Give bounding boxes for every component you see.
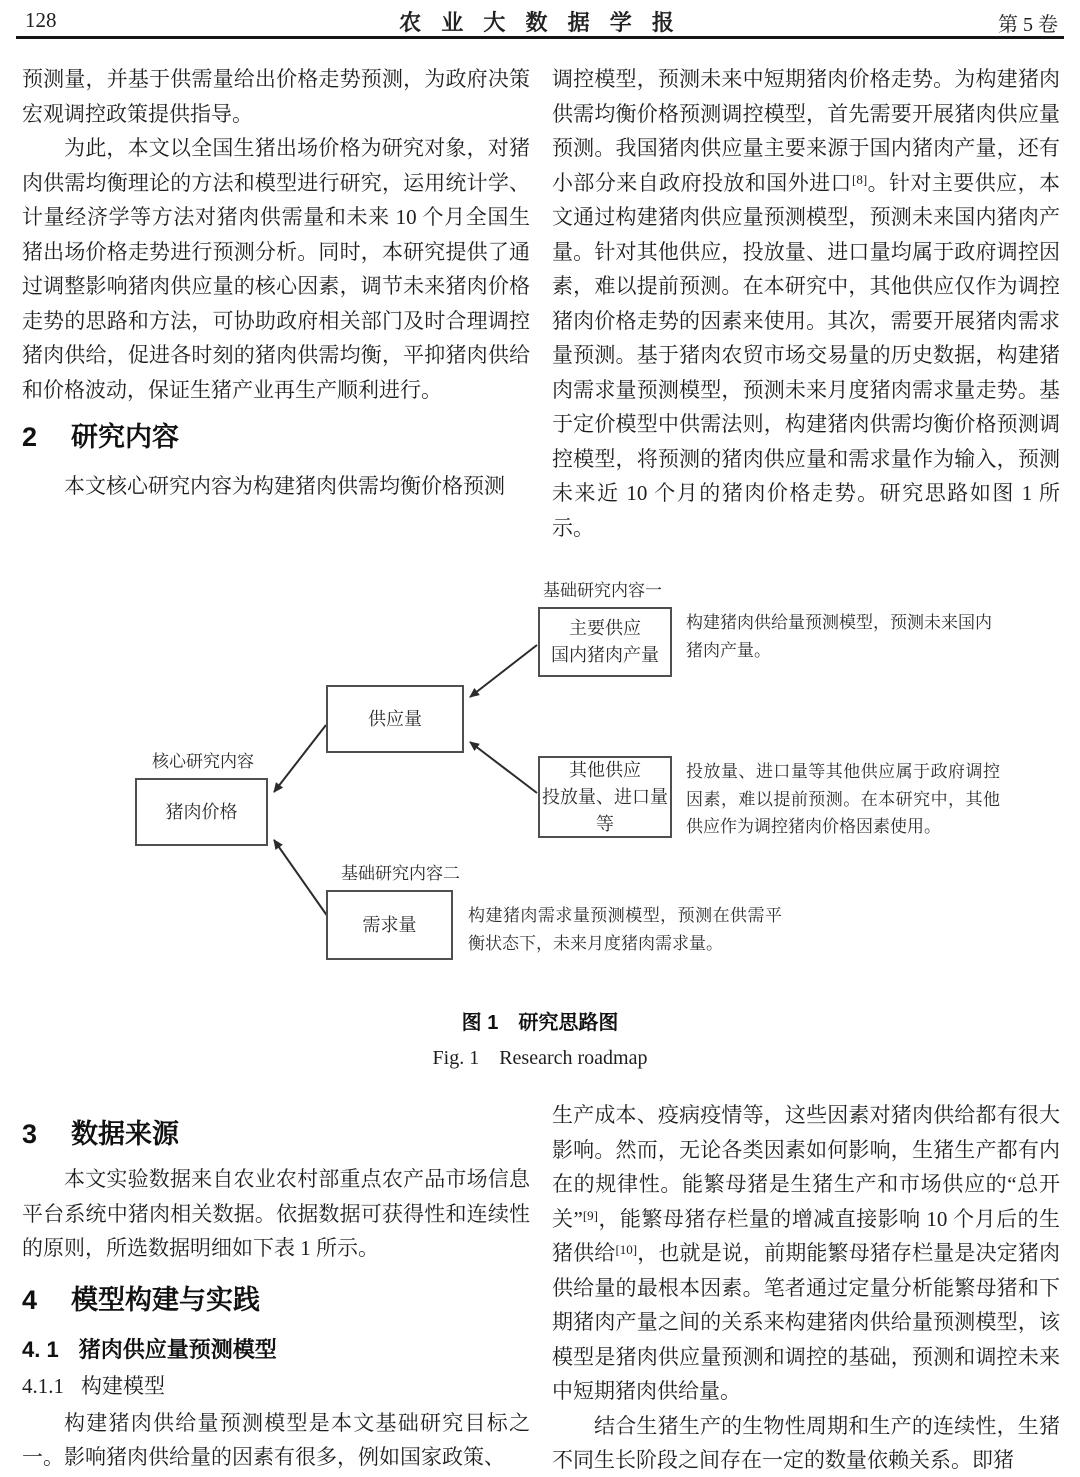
figure-node-other-supply (538, 756, 672, 838)
figure-node-label: 投放量、进口量等 (542, 786, 668, 834)
subsection-heading-4-1 (22, 1336, 530, 1364)
paragraph-group (22, 62, 530, 407)
figure-caption-zh: 图 1 研究思路图 (461, 1012, 619, 1034)
heading-title: 猪肉供应量预测模型 (78, 1336, 277, 1362)
heading-number: 4. 1 (22, 1336, 59, 1362)
left-column-top (22, 62, 530, 504)
figure-annotation-main-supply: 构建猪肉供给量预测模型，预测未来国内猪肉产量。 (686, 613, 992, 660)
paragraph-group (552, 1098, 1060, 1477)
figure-node-label: 供应量 (368, 708, 422, 729)
body-paragraph: 本文实验数据来自农业农村部重点农产品市场信息平台系统中猪肉相关数据。依据数据可获得性和连续性的原则，所选数据明细如下表 1 所示。 (22, 1167, 530, 1260)
paragraph-group (552, 62, 1060, 545)
figure-node-label: 其他供应 (569, 759, 641, 780)
heading-number: 2 (22, 422, 38, 452)
figure-node-pork-price (135, 778, 268, 846)
body-paragraph: 生产成本、疫病疫情等，这些因素对猪肉供给都有很大影响。然而，无论各类因素如何影响，生猪生产都有内在的规律性。能繁母猪是生猪生产和市场供应的“总开关”[9]，能繁母猪存栏量的增减直接影响 10 个月后的生猪供给[10]，也就是说，前期能繁母猪存栏量是决定猪肉供给量的最根本因素。笔者通过定量分析能繁母猪和下期猪肉产量之间的关系来构建猪肉供给量预测模型，该模型是猪肉供应量预测和调控的基础，预测和调控未来中短期猪肉供给量。 (552, 1103, 1061, 1403)
left-column-bottom (22, 1098, 530, 1475)
heading-number: 3 (22, 1119, 38, 1149)
figure-node-supply (326, 685, 464, 753)
paragraph-group (22, 1162, 530, 1266)
page-header (0, 6, 1080, 36)
figure-label-core-research: 核心研究内容 (152, 752, 254, 771)
journal-title: 农 业 大 数 据 学 报 (399, 10, 681, 35)
page-number: 128 (25, 8, 57, 32)
section-heading-3 (22, 1116, 530, 1152)
figure-node-label: 需求量 (362, 914, 417, 935)
header-rule (16, 36, 1064, 39)
body-paragraph: 结合生猪生产的生物性周期和生产的连续性，生猪不同生长阶段之间存在一定的数量依赖关系。即猪 (552, 1413, 1060, 1472)
heading-number: 4.1.1 (22, 1373, 64, 1398)
heading-title: 模型构建与实践 (71, 1284, 261, 1315)
figure-node-label: 猪肉价格 (165, 801, 238, 822)
figure-annotation-demand: 构建猪肉需求量预测模型，预测在供需平衡状态下，未来月度猪肉需求量。 (468, 906, 782, 953)
body-paragraph: 调控模型，预测未来中短期猪肉价格走势。为构建猪肉供需均衡价格预测调控模型，首先需要开展猪肉供应量预测。我国猪肉供应量主要来源于国内猪肉产量，还有小部分来自政府投放和国外进口[8]。针对主要供应，本文通过构建猪肉供应量预测模型，预测未来国内猪肉产量。针对其他供应，投放量、进口量均属于政府调控因素，难以提前预测。在本研究中，其他供应仅作为调控猪肉价格走势的因素来使用。其次，需要开展猪肉需求量预测。基于猪肉农贸市场交易量的历史数据，构建猪肉需求量预测模型，预测未来月度猪肉需求量走势。基于定价模型中供需法则，构建猪肉供需均衡价格预测调控模型，将预测的猪肉供应量和需求量作为输入，预测未来近 10 个月的猪肉价格走势。研究思路如图 1 所示。 (552, 67, 1061, 540)
volume-label: 第 5 卷 (998, 14, 1058, 36)
figure-label-basic-research-2: 基础研究内容二 (341, 864, 460, 883)
figure-caption-en: Fig. 1 Research roadmap (432, 1047, 648, 1069)
paragraph-group (22, 469, 530, 504)
figure-annotation-other-supply: 投放量、进口量等其他供应属于政府调控因素，难以提前预测。在本研究中，其他供应作为调控猪肉价格因素使用。 (686, 762, 1000, 836)
paragraph-group (22, 1406, 530, 1475)
figure-label-basic-research-1: 基础研究内容一 (543, 581, 662, 600)
body-paragraph: 本文核心研究内容为构建猪肉供需均衡价格预测 (64, 474, 505, 498)
heading-title: 构建模型 (81, 1373, 165, 1398)
section-heading-4 (22, 1282, 530, 1318)
body-paragraph: 为此，本文以全国生猪出场价格为研究对象，对猪肉供需均衡理论的方法和模型进行研究，运用统计学、计量经济学等方法对猪肉供需量和未来 10 个月全国生猪出场价格走势进行预测分析。同时，本研究提供了通过调整影响猪肉供应量的核心因素，调节未来猪肉价格走势的思路和方法，可协助政府相关部门及时合理调控猪肉供给，促进各时刻的猪肉供需均衡，平抑猪肉供给和价格波动，保证生猪产业再生产顺利进行。 (22, 136, 530, 402)
section-heading-2 (22, 419, 530, 455)
subsection-heading-4-1-1 (22, 1373, 530, 1400)
right-column-top (552, 62, 1060, 545)
heading-title: 数据来源 (71, 1119, 180, 1149)
heading-number: 4 (22, 1284, 38, 1315)
right-column-bottom (552, 1098, 1060, 1477)
figure-node-label: 国内猪肉产量 (551, 645, 659, 665)
figure-node-demand (326, 890, 453, 960)
body-paragraph: 预测量，并基于供需量给出价格走势预测，为政府决策宏观调控政策提供指导。 (22, 67, 530, 126)
heading-title: 研究内容 (71, 422, 180, 452)
figure-research-roadmap (0, 565, 1080, 985)
figure-node-label: 主要供应 (569, 618, 641, 638)
figure-node-main-supply (538, 607, 672, 677)
body-paragraph: 构建猪肉供给量预测模型是本文基础研究目标之一。影响猪肉供给量的因素有很多，例如国家政策、 (22, 1410, 530, 1469)
